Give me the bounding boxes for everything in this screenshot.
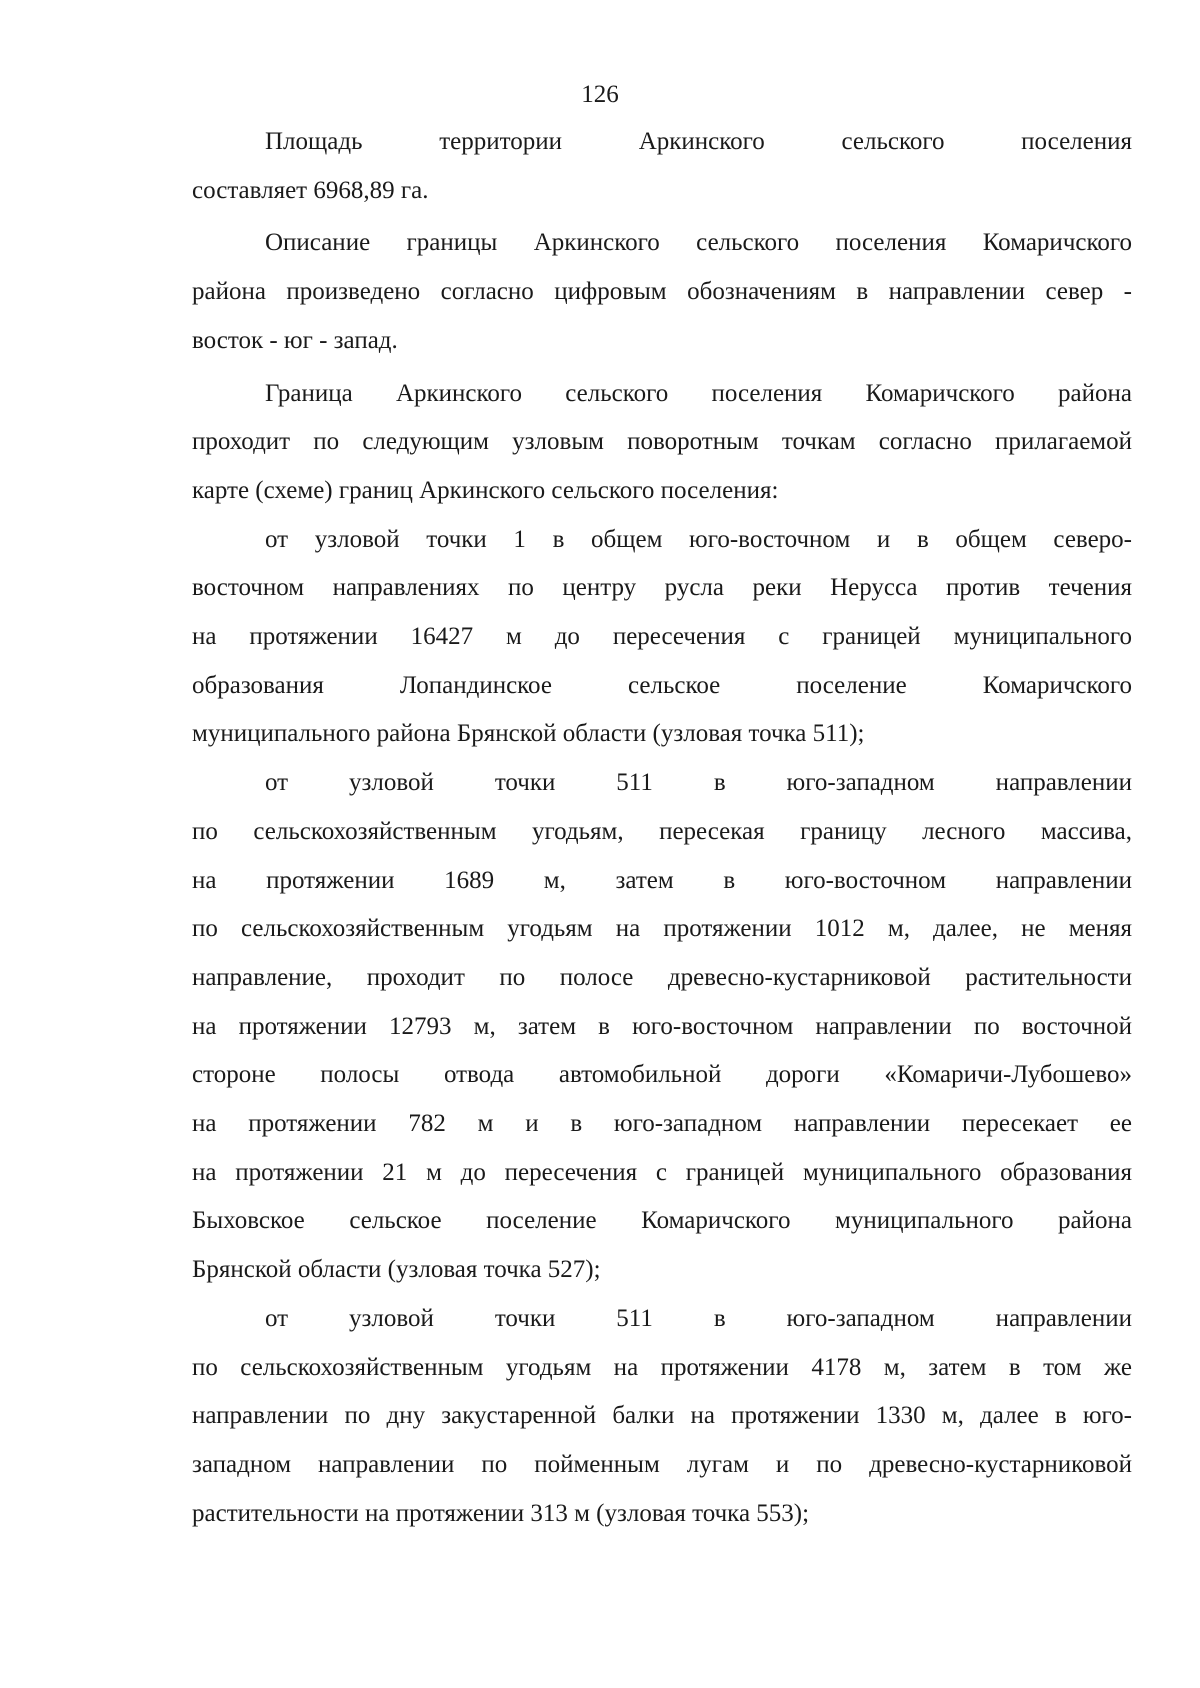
paragraph-line: на протяжении 1689 м, затем в юго-восточном направлении: [192, 866, 1132, 894]
paragraph-line: Быховское сельское поселение Комаричского муниципального района: [192, 1207, 1132, 1235]
paragraph-line: Описание границы Аркинского сельского поселения Комаричского: [265, 229, 1132, 257]
paragraph-line: от узловой точки 511 в юго-западном направлении: [265, 1304, 1132, 1332]
paragraph-boundary-points: [192, 370, 1132, 516]
paragraph-from-point-511-b: [192, 1295, 1132, 1539]
paragraph-line: Площадь территории Аркинского сельского поселения: [265, 128, 1132, 155]
paragraph-line: от узловой точки 1 в общем юго-восточном и в общем северо-: [265, 525, 1132, 553]
paragraph-from-point-511-a: [192, 759, 1132, 1295]
paragraph-line: восточном направлениях по центру русла реки Нерусса против течения: [192, 574, 1132, 602]
paragraph-line: района произведено согласно цифровым обозначениям в направлении север -: [192, 278, 1132, 306]
paragraph-line: стороне полосы отвода автомобильной дороги «Комаричи-Лубошево»: [192, 1061, 1132, 1089]
paragraph-line: Граница Аркинского сельского поселения Комаричского района: [265, 379, 1132, 407]
paragraph-line: по сельскохозяйственным угодьям на протяжении 1012 м, далее, не меняя: [192, 915, 1132, 943]
paragraph-line: образования Лопандинское сельское поселение Комаричского: [192, 671, 1132, 699]
paragraph-line: от узловой точки 511 в юго-западном направлении: [265, 769, 1132, 797]
paragraph-line: Брянской области (узловая точка 527);: [192, 1256, 601, 1284]
paragraph-line: направлении по дну закустаренной балки на протяжении 1330 м, далее в юго-: [192, 1402, 1132, 1430]
paragraph-line: составляет 6968,89 га.: [192, 176, 429, 204]
paragraph-boundary-description: [192, 219, 1132, 365]
paragraph-line: на протяжении 12793 м, затем в юго-восточном направлении по восточной: [192, 1012, 1132, 1040]
paragraph-line: на протяжении 782 м и в юго-западном направлении пересекает ее: [192, 1110, 1132, 1138]
paragraph-area: [192, 118, 1132, 215]
paragraph-line: по сельскохозяйственным угодьям, пересекая границу лесного массива,: [192, 817, 1132, 845]
paragraph-line: растительности на протяжении 313 м (узловая точка 553);: [192, 1499, 810, 1527]
paragraph-line: проходит по следующим узловым поворотным точкам согласно прилагаемой: [192, 428, 1132, 456]
paragraph-line: карте (схеме) границ Аркинского сельского поселения:: [192, 476, 779, 504]
page-number: 126: [581, 81, 619, 108]
paragraph-line: на протяжении 16427 м до пересечения с границей муниципального: [192, 623, 1132, 651]
paragraph-from-point-1: [192, 516, 1132, 760]
paragraph-line: восток - юг - запад.: [192, 326, 398, 354]
paragraph-line: по сельскохозяйственным угодьям на протяжении 4178 м, затем в том же: [192, 1353, 1132, 1381]
document-body: [192, 118, 1132, 1538]
paragraph-line: направление, проходит по полосе древесно-кустарниковой растительности: [192, 963, 1132, 991]
paragraph-line: муниципального района Брянской области (узловая точка 511);: [192, 720, 865, 748]
paragraph-line: западном направлении по пойменным лугам и по древесно-кустарниковой: [192, 1450, 1132, 1478]
paragraph-line: на протяжении 21 м до пересечения с границей муниципального образования: [192, 1158, 1132, 1186]
